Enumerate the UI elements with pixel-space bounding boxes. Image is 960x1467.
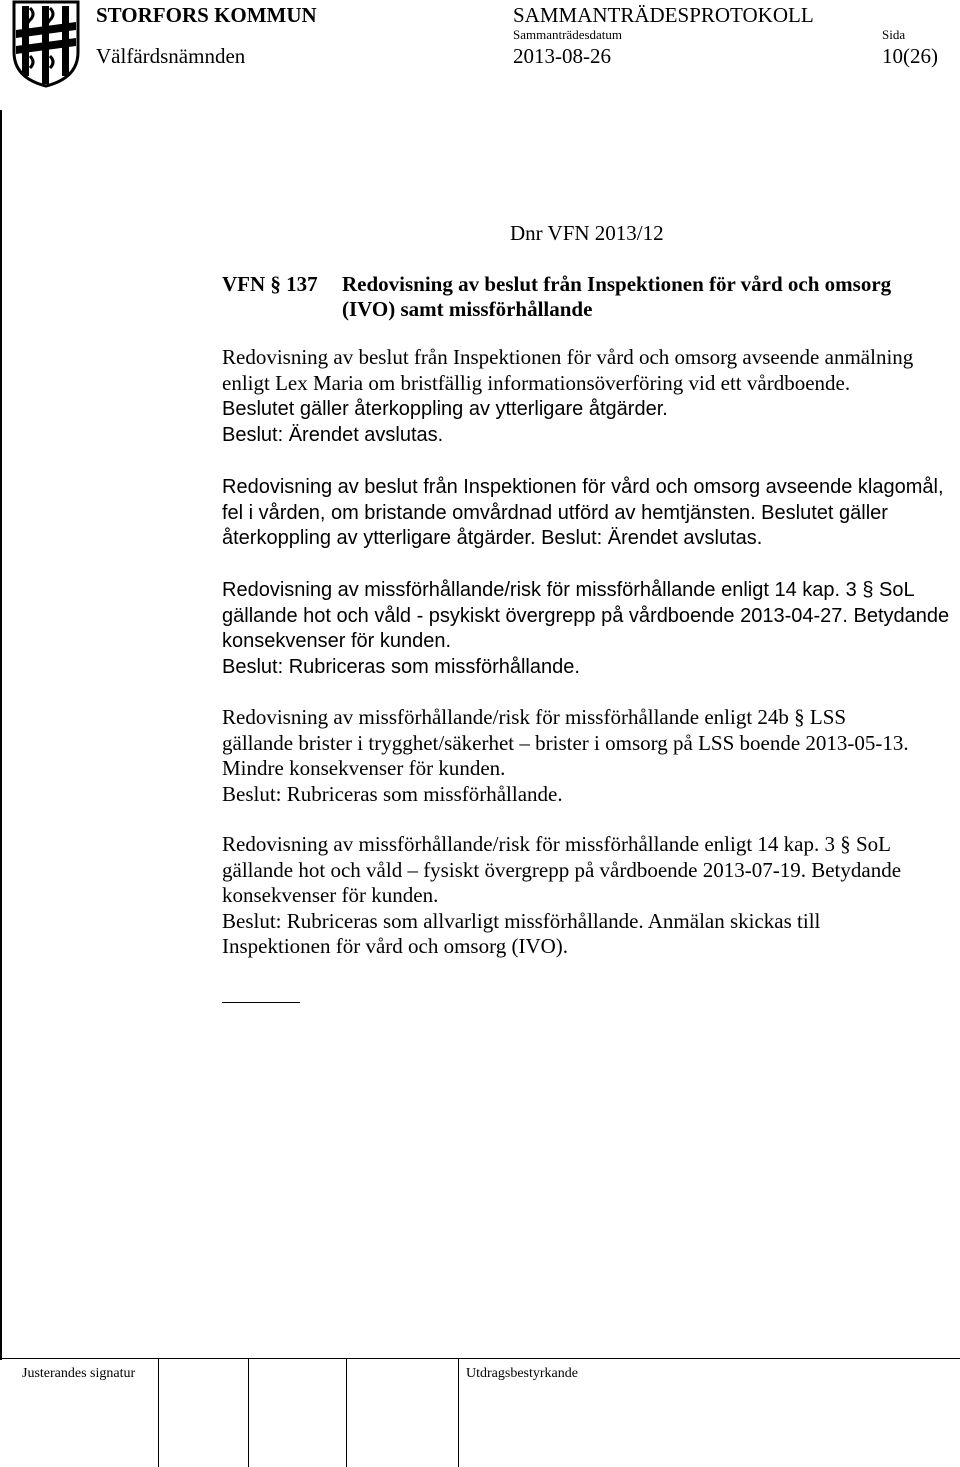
- left-margin-rule: [0, 110, 2, 1360]
- decision-block-2: Redovisning av beslut från Inspektionen för vård och omsorg avseende klagomål, fel i vården, om bristande omvårdnad utförd av hemtjänsten. Beslutet gäller återkoppling av ytterligare åtgärder. Beslut: Ärendet avslutas.: [222, 476, 944, 549]
- signature-box-divider-3: [346, 1358, 347, 1467]
- page-label: Sida: [882, 27, 906, 42]
- report-block-3: Redovisning av missförhållande/risk för missförhållande enligt 14 kap. 3 § SoL gällande hot och våld - psykiskt övergrepp på vårdboende 2013-04-27. Betydande konsekvenser för kunden. Beslut: Rubriceras som missförhållande.: [222, 579, 950, 678]
- decision-block-1: Redovisning av beslut från Inspektionen för vård och omsorg avseende anmälning enligt Lex Maria om bristfällig informationsöverföring vid ett vårdboende.: [222, 345, 914, 395]
- report-block-4: Redovisning av missförhållande/risk för missförhållande enligt 24b § LSS gällande brister i trygghet/säkerhet – brister i omsorg på LSS boende 2013-05-13. Mindre konsekvenser för kunden. Beslut: Rubriceras som missförhållande.: [222, 705, 909, 806]
- report-block-5: Redovisning av missförhållande/risk för missförhållande enligt 14 kap. 3 § SoL gällande hot och våld – fysiskt övergrepp på vårdboende 2013-07-19. Betydande konsekvenser för kunden. Beslut: Rubriceras som allvarligt missförhållande. Anmälan skickas till Inspektionen för vård och omsorg (IVO).: [222, 832, 902, 958]
- paragraph-title-line-1: Redovisning av beslut från Inspektionen för vård och omsorg: [342, 272, 892, 296]
- signature-box-divider-4: [458, 1358, 459, 1467]
- committee-name: Välfärdsnämnden: [96, 44, 246, 68]
- signature-box-divider-2: [248, 1358, 249, 1467]
- end-of-section-rule: [222, 1002, 300, 1003]
- excerpt-label: Utdragsbestyrkande: [466, 1366, 578, 1381]
- signature-label: Justerandes signatur: [22, 1366, 136, 1381]
- registration-number: Dnr VFN 2013/12: [510, 221, 664, 245]
- coat-of-arms-logo: [10, 0, 82, 88]
- meeting-date: 2013-08-26: [513, 44, 611, 68]
- meeting-date-label: Sammanträdesdatum: [513, 27, 623, 42]
- municipality-name: STORFORS KOMMUN: [96, 3, 317, 27]
- paragraph-number: VFN § 137: [222, 272, 318, 296]
- paragraph-title-line-2: (IVO) samt missförhållande: [342, 297, 593, 321]
- document-type: SAMMANTRÄDESPROTOKOLL: [513, 3, 814, 27]
- page-number: 10(26): [882, 44, 938, 68]
- footer-divider: [0, 1358, 960, 1359]
- decision-block-1-outcome: Beslutet gäller återkoppling av ytterligare åtgärder. Beslut: Ärendet avslutas.: [222, 398, 668, 446]
- paragraph-title: [342, 272, 942, 322]
- signature-box-divider-1: [158, 1358, 159, 1467]
